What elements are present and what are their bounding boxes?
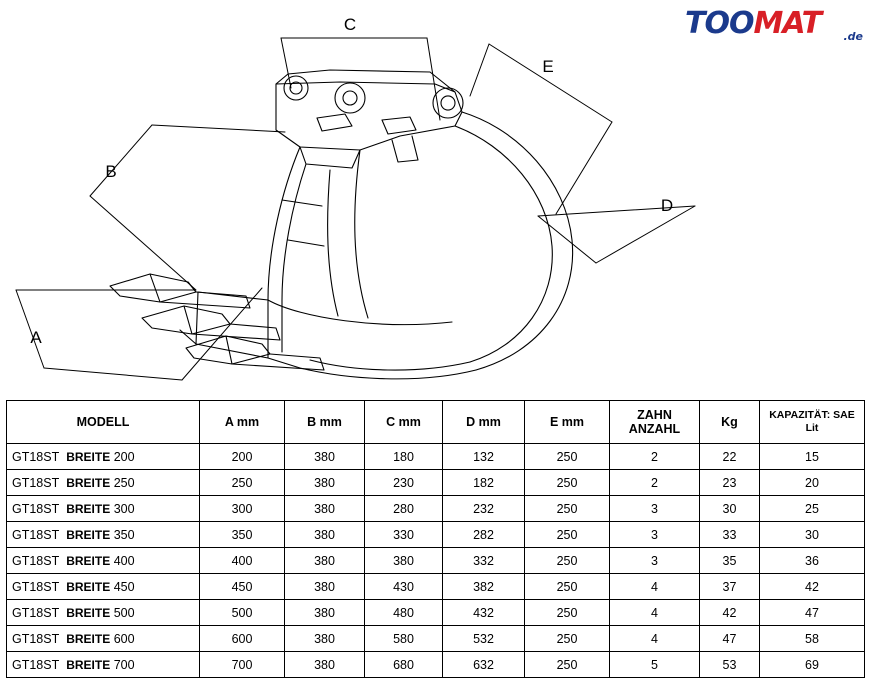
cell-model bbox=[7, 652, 200, 678]
cell-b: 380 bbox=[285, 522, 365, 548]
table-row bbox=[7, 652, 865, 678]
cell-teeth-count: 3 bbox=[610, 496, 700, 522]
logo-text-too: TOO bbox=[685, 6, 754, 41]
table-header-row bbox=[7, 401, 865, 444]
dimension-label-a: A bbox=[30, 328, 42, 347]
table-row bbox=[7, 470, 865, 496]
table-row bbox=[7, 548, 865, 574]
model-width-value: 300 bbox=[113, 501, 135, 516]
cell-teeth-count: 2 bbox=[610, 444, 700, 470]
cell-e: 250 bbox=[525, 522, 610, 548]
cell-c: 680 bbox=[365, 652, 443, 678]
cell-c: 230 bbox=[365, 470, 443, 496]
cell-model bbox=[7, 600, 200, 626]
model-prefix: GT18ST bbox=[12, 553, 60, 568]
cell-weight: 37 bbox=[700, 574, 760, 600]
header-a: A mm bbox=[200, 401, 285, 444]
model-breite-label: BREITE bbox=[66, 527, 111, 542]
cell-e: 250 bbox=[525, 548, 610, 574]
cell-teeth-count: 4 bbox=[610, 600, 700, 626]
cell-weight: 42 bbox=[700, 600, 760, 626]
table-row bbox=[7, 444, 865, 470]
table-row bbox=[7, 600, 865, 626]
cell-capacity: 36 bbox=[760, 548, 865, 574]
specification-table-container bbox=[6, 400, 864, 678]
cell-model bbox=[7, 444, 200, 470]
cell-teeth-count: 3 bbox=[610, 548, 700, 574]
cell-a: 700 bbox=[200, 652, 285, 678]
cell-d: 132 bbox=[443, 444, 525, 470]
model-width-value: 350 bbox=[113, 527, 135, 542]
model-breite-label: BREITE bbox=[66, 657, 111, 672]
bucket-teeth bbox=[110, 274, 324, 370]
cell-b: 380 bbox=[285, 548, 365, 574]
model-prefix: GT18ST bbox=[12, 631, 60, 646]
cell-a: 300 bbox=[200, 496, 285, 522]
cell-model bbox=[7, 470, 200, 496]
cell-c: 580 bbox=[365, 626, 443, 652]
cell-teeth-count: 4 bbox=[610, 574, 700, 600]
cell-c: 480 bbox=[365, 600, 443, 626]
cell-model bbox=[7, 626, 200, 652]
cell-weight: 47 bbox=[700, 626, 760, 652]
cell-e: 250 bbox=[525, 600, 610, 626]
cell-capacity: 30 bbox=[760, 522, 865, 548]
cell-d: 182 bbox=[443, 470, 525, 496]
header-d: D mm bbox=[443, 401, 525, 444]
model-prefix: GT18ST bbox=[12, 449, 60, 464]
cell-capacity: 15 bbox=[760, 444, 865, 470]
cell-model bbox=[7, 522, 200, 548]
cell-e: 250 bbox=[525, 652, 610, 678]
cell-b: 380 bbox=[285, 574, 365, 600]
header-teeth-line2: ANZAHL bbox=[628, 422, 681, 436]
bucket-detail-lines bbox=[282, 170, 338, 316]
table-row bbox=[7, 626, 865, 652]
cell-capacity: 69 bbox=[760, 652, 865, 678]
cell-weight: 33 bbox=[700, 522, 760, 548]
model-width-value: 500 bbox=[113, 605, 135, 620]
cell-d: 632 bbox=[443, 652, 525, 678]
model-width-value: 200 bbox=[113, 449, 135, 464]
header-weight: Kg bbox=[700, 401, 760, 444]
cell-c: 330 bbox=[365, 522, 443, 548]
header-capacity-line1: KAPAZITÄT: SAE bbox=[769, 408, 855, 421]
cell-c: 430 bbox=[365, 574, 443, 600]
cell-teeth-count: 4 bbox=[610, 626, 700, 652]
dimension-label-d: D bbox=[660, 196, 674, 215]
model-breite-label: BREITE bbox=[66, 475, 111, 490]
cell-model bbox=[7, 574, 200, 600]
model-breite-label: BREITE bbox=[66, 501, 111, 516]
cell-capacity: 58 bbox=[760, 626, 865, 652]
cell-d: 232 bbox=[443, 496, 525, 522]
specification-table bbox=[6, 400, 865, 678]
cell-d: 382 bbox=[443, 574, 525, 600]
model-prefix: GT18ST bbox=[12, 605, 60, 620]
cell-weight: 30 bbox=[700, 496, 760, 522]
cell-weight: 35 bbox=[700, 548, 760, 574]
model-breite-label: BREITE bbox=[66, 579, 111, 594]
cell-b: 380 bbox=[285, 470, 365, 496]
cell-a: 400 bbox=[200, 548, 285, 574]
dimension-label-c: C bbox=[343, 15, 357, 34]
cell-b: 380 bbox=[285, 496, 365, 522]
cell-weight: 22 bbox=[700, 444, 760, 470]
model-prefix: GT18ST bbox=[12, 501, 60, 516]
cell-d: 432 bbox=[443, 600, 525, 626]
cell-b: 380 bbox=[285, 600, 365, 626]
cell-e: 250 bbox=[525, 496, 610, 522]
cell-a: 600 bbox=[200, 626, 285, 652]
header-teeth-count bbox=[610, 401, 700, 444]
model-prefix: GT18ST bbox=[12, 657, 60, 672]
logo-text-de: .de bbox=[843, 30, 863, 43]
cell-capacity: 47 bbox=[760, 600, 865, 626]
logo-text-mat: MAT bbox=[753, 6, 822, 41]
model-width-value: 600 bbox=[113, 631, 135, 646]
cell-b: 380 bbox=[285, 626, 365, 652]
dimension-label-b: B bbox=[105, 162, 117, 181]
cell-teeth-count: 2 bbox=[610, 470, 700, 496]
cell-capacity: 20 bbox=[760, 470, 865, 496]
cell-e: 250 bbox=[525, 444, 610, 470]
model-width-value: 250 bbox=[113, 475, 135, 490]
cell-a: 500 bbox=[200, 600, 285, 626]
header-teeth-line1: ZAHN bbox=[637, 408, 672, 422]
cell-e: 250 bbox=[525, 470, 610, 496]
dimension-label-e: E bbox=[542, 57, 554, 76]
table-row bbox=[7, 496, 865, 522]
cell-weight: 53 bbox=[700, 652, 760, 678]
model-breite-label: BREITE bbox=[66, 605, 111, 620]
cell-a: 450 bbox=[200, 574, 285, 600]
cell-model bbox=[7, 548, 200, 574]
cell-teeth-count: 5 bbox=[610, 652, 700, 678]
cell-a: 200 bbox=[200, 444, 285, 470]
model-prefix: GT18ST bbox=[12, 527, 60, 542]
header-capacity bbox=[760, 401, 865, 444]
cell-c: 280 bbox=[365, 496, 443, 522]
cell-d: 332 bbox=[443, 548, 525, 574]
cell-model bbox=[7, 496, 200, 522]
header-capacity-line2: Lit bbox=[805, 422, 819, 434]
cell-c: 380 bbox=[365, 548, 443, 574]
cell-c: 180 bbox=[365, 444, 443, 470]
cell-e: 250 bbox=[525, 574, 610, 600]
cell-d: 282 bbox=[443, 522, 525, 548]
cell-d: 532 bbox=[443, 626, 525, 652]
cell-a: 250 bbox=[200, 470, 285, 496]
model-width-value: 400 bbox=[113, 553, 135, 568]
model-width-value: 700 bbox=[113, 657, 135, 672]
cell-capacity: 25 bbox=[760, 496, 865, 522]
model-breite-label: BREITE bbox=[66, 631, 111, 646]
cell-weight: 23 bbox=[700, 470, 760, 496]
cell-capacity: 42 bbox=[760, 574, 865, 600]
model-prefix: GT18ST bbox=[12, 475, 60, 490]
table-row bbox=[7, 522, 865, 548]
table-row bbox=[7, 574, 865, 600]
model-breite-label: BREITE bbox=[66, 553, 111, 568]
cell-e: 250 bbox=[525, 626, 610, 652]
header-b: B mm bbox=[285, 401, 365, 444]
model-width-value: 450 bbox=[113, 579, 135, 594]
cell-b: 380 bbox=[285, 444, 365, 470]
cell-a: 350 bbox=[200, 522, 285, 548]
header-e: E mm bbox=[525, 401, 610, 444]
cell-teeth-count: 3 bbox=[610, 522, 700, 548]
header-model: MODELL bbox=[7, 401, 200, 444]
model-prefix: GT18ST bbox=[12, 579, 60, 594]
header-c: C mm bbox=[365, 401, 443, 444]
cell-b: 380 bbox=[285, 652, 365, 678]
model-breite-label: BREITE bbox=[66, 449, 111, 464]
bucket-hitch-bracket bbox=[276, 70, 463, 168]
